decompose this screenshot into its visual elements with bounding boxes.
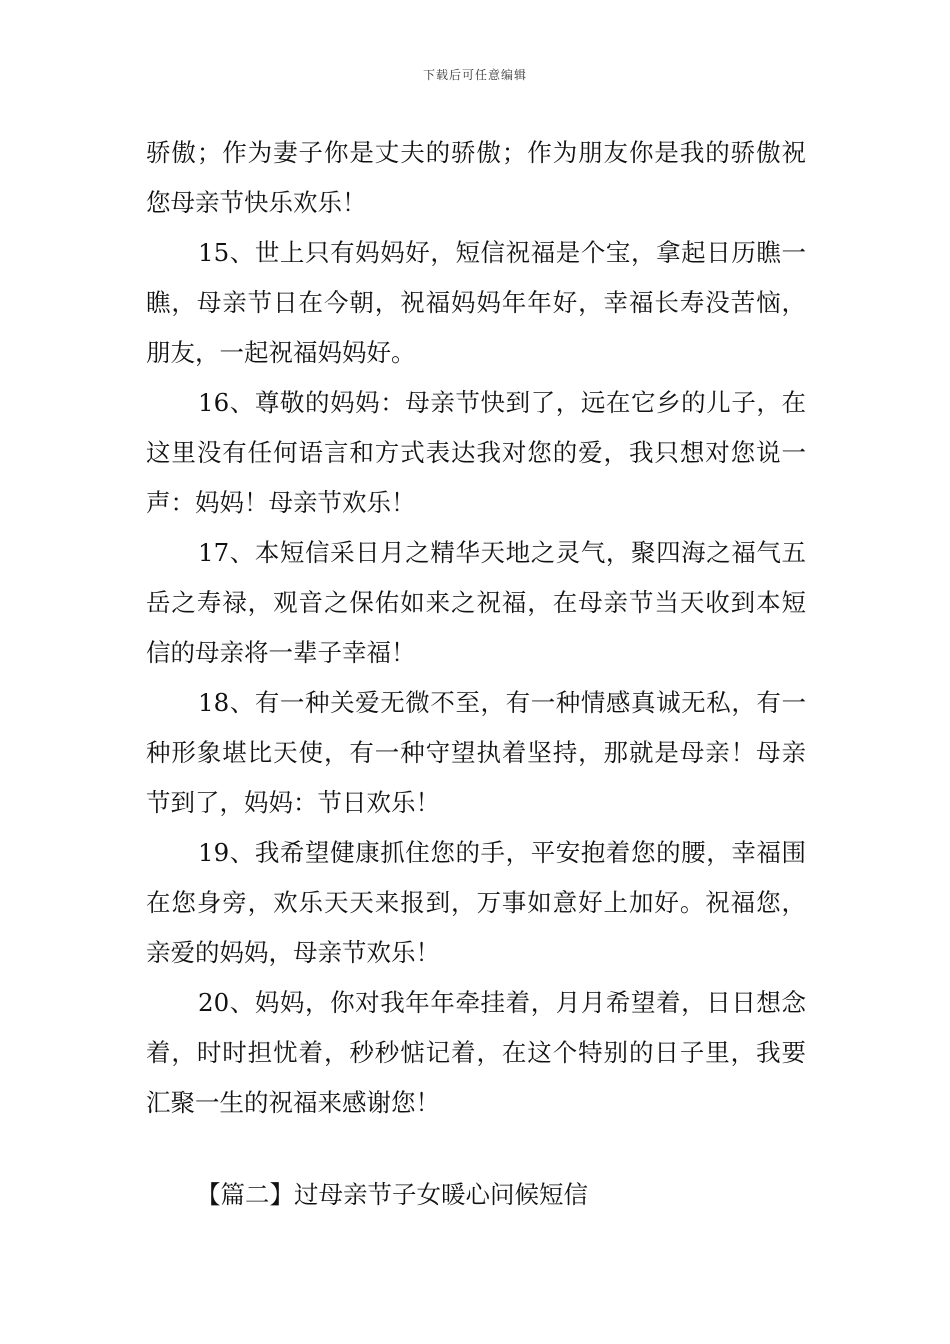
paragraph: 骄傲；作为妻子你是丈夫的骄傲；作为朋友你是我的骄傲祝您母亲节快乐欢乐！ [146,138,806,217]
paragraph: 18、有一种关爱无微不至，有一种情感真诚无私，有一种形象堪比天使，有一种守望执着坚持，那就是母亲！母亲节到了，妈妈：节日欢乐！ [146,688,806,817]
paragraph: 16、尊敬的妈妈：母亲节快到了，远在它乡的儿子，在这里没有任何语言和方式表达我对您的爱，我只想对您说一声：妈妈！母亲节欢乐！ [146,388,806,517]
page-header: 下载后可任意编辑 [422,68,527,82]
body-text [146,128,806,1128]
paragraph: 15、世上只有妈妈好，短信祝福是个宝，拿起日历瞧一瞧，母亲节日在今朝，祝福妈妈年年好，幸福长寿没苦恼，朋友，一起祝福妈妈好。 [146,238,806,367]
paragraph: 20、妈妈，你对我年年牵挂着，月月希望着，日日想念着，时时担忧着，秒秒惦记着，在这个特别的日子里，我要汇聚一生的祝福来感谢您！ [146,988,806,1117]
section-heading: 【篇二】过母亲节子女暖心问候短信 [196,1180,588,1209]
paragraph: 17、本短信采日月之精华天地之灵气，聚四海之福气五岳之寿禄，观音之保佑如来之祝福，在母亲节当天收到本短信的母亲将一辈子幸福！ [146,538,806,667]
paragraph: 19、我希望健康抓住您的手，平安抱着您的腰，幸福围在您身旁，欢乐天天来报到，万事如意好上加好。祝福您，亲爱的妈妈，母亲节欢乐！ [146,838,806,967]
